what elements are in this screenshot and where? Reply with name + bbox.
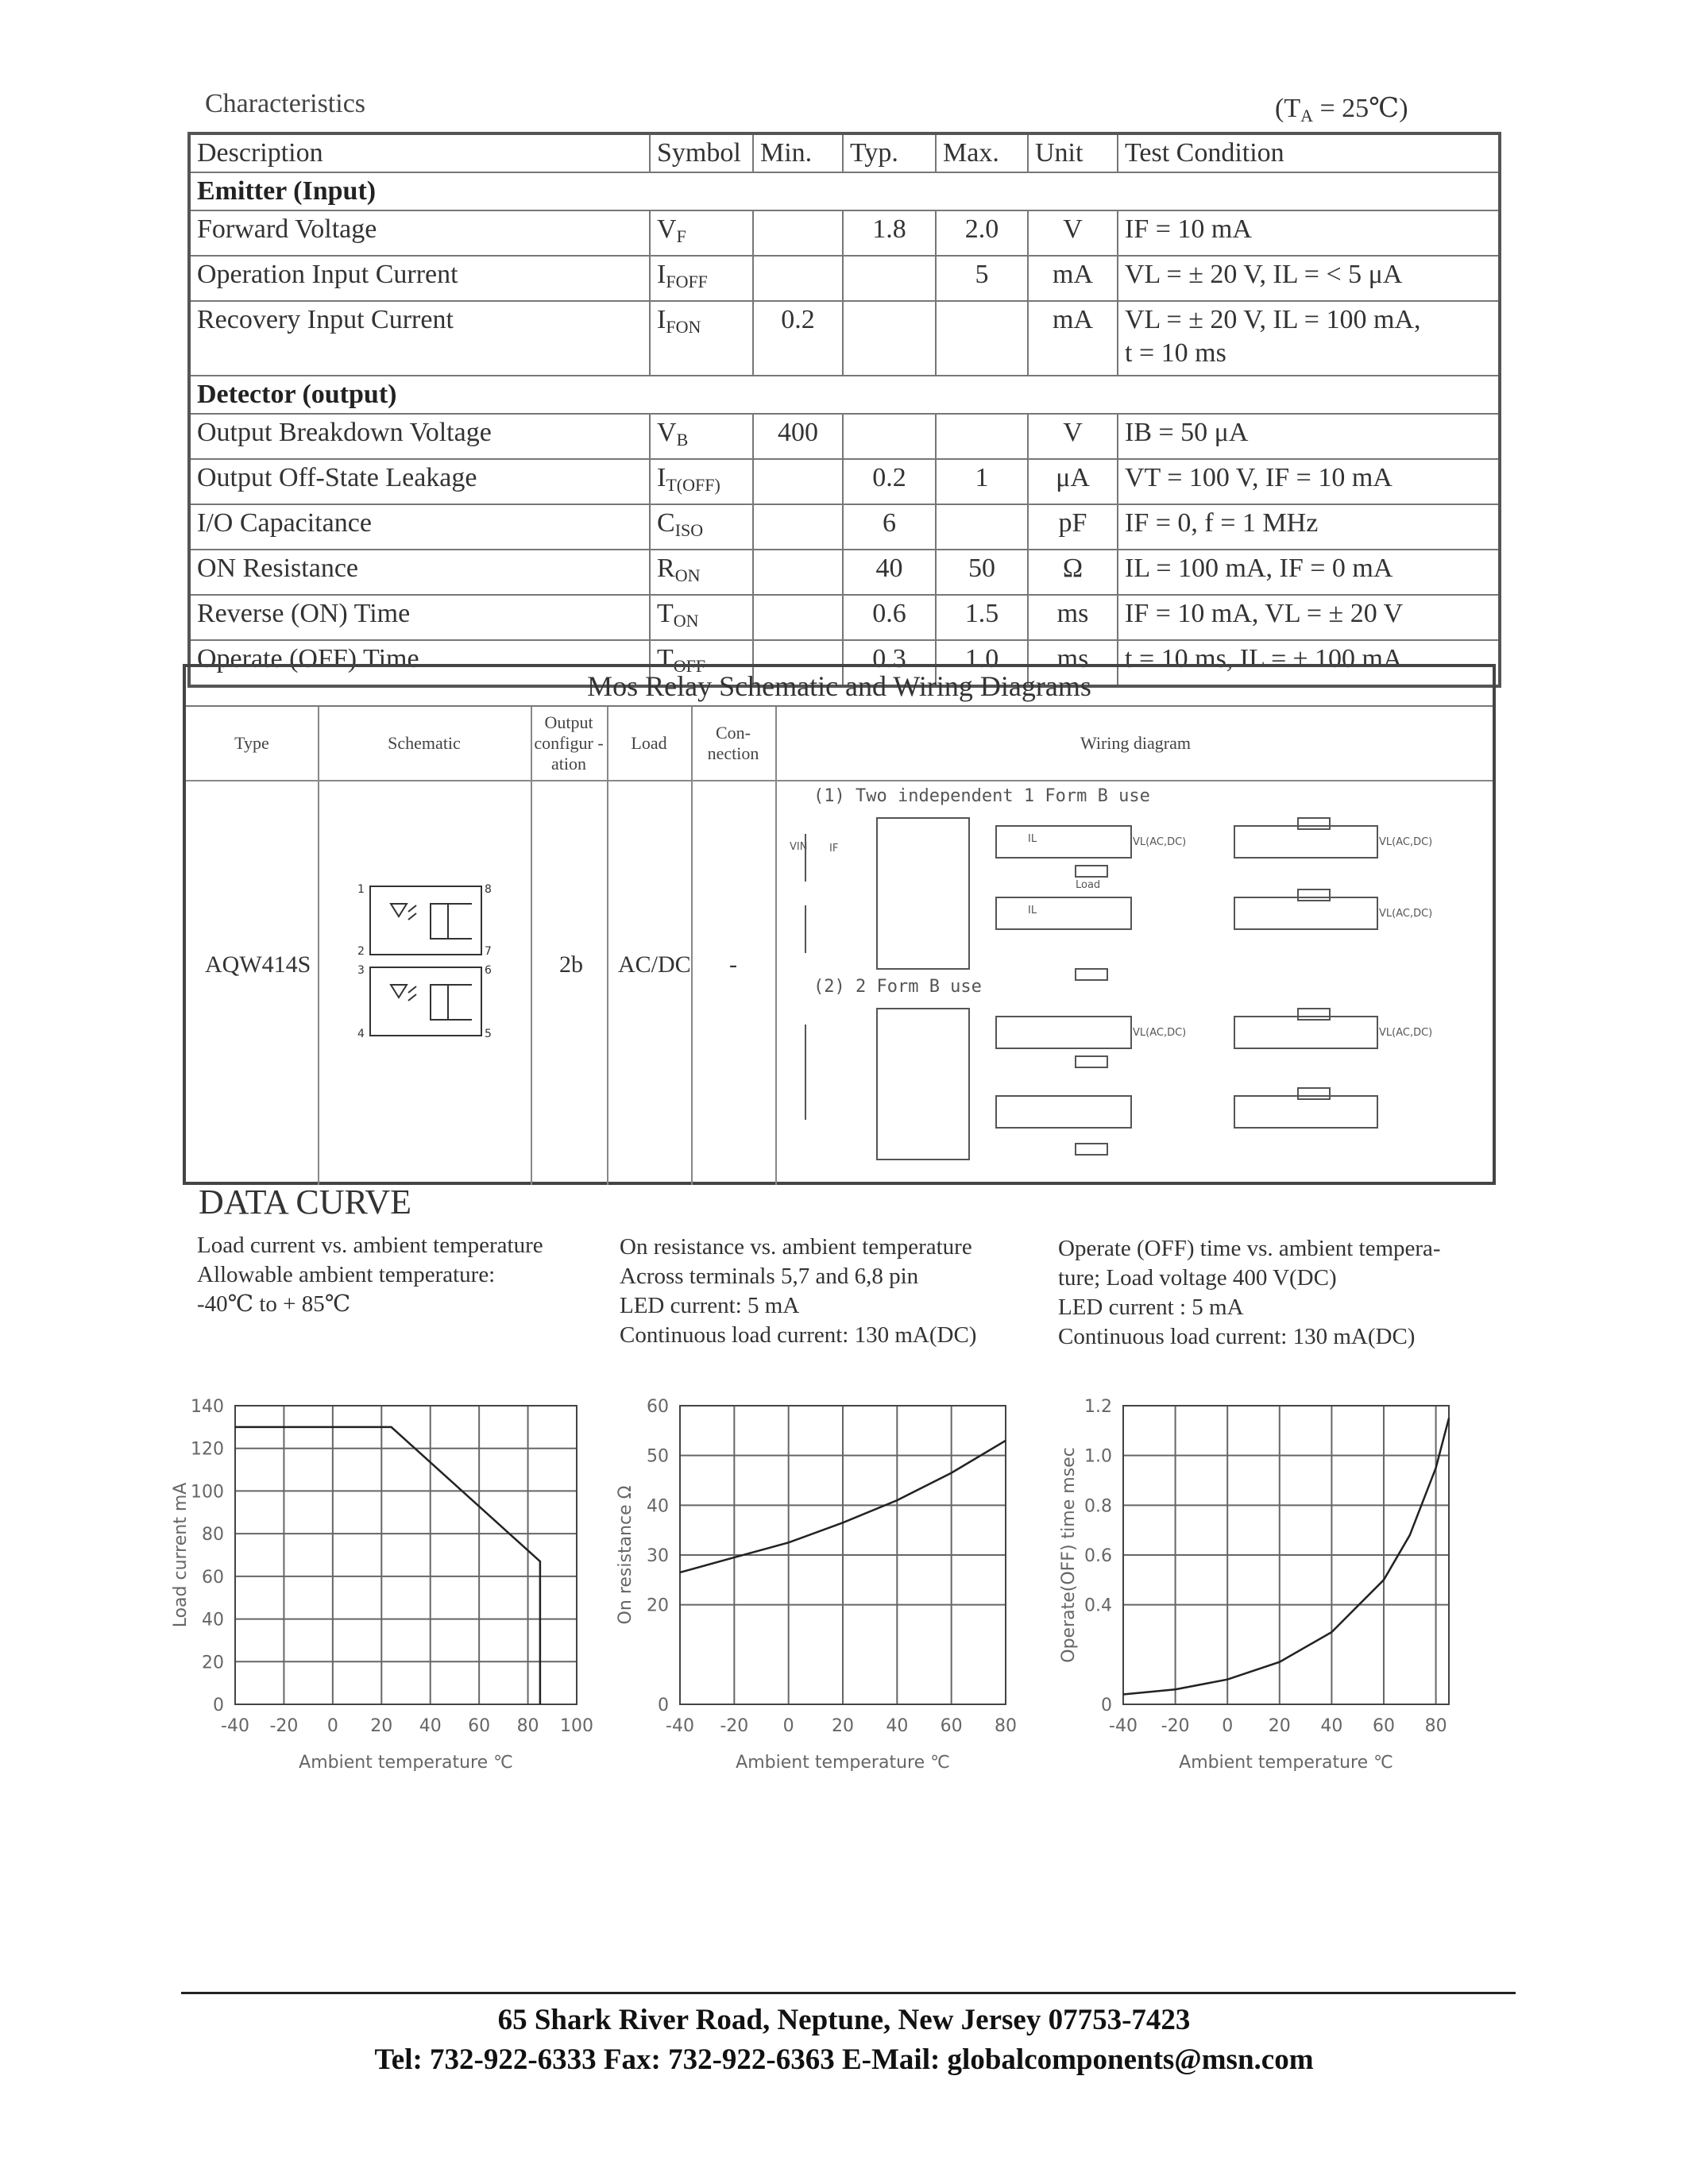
cell-unit: μA xyxy=(1028,459,1118,504)
x-tick-label: 20 xyxy=(370,1716,393,1736)
cell-description: Output Breakdown Voltage xyxy=(189,414,650,459)
plot-frame xyxy=(235,1406,577,1704)
x-tick-label: -20 xyxy=(1161,1716,1190,1736)
table-row xyxy=(189,301,1500,376)
caption-on-resistance xyxy=(620,1233,976,1350)
svg-text:3: 3 xyxy=(357,964,365,977)
section-row-emitter xyxy=(189,172,1500,210)
relay-output-configuration: 2b xyxy=(559,951,583,978)
section-emitter: Emitter (Input) xyxy=(189,172,1500,210)
cell-min xyxy=(753,504,843,550)
x-tick-label: 20 xyxy=(1268,1716,1291,1736)
y-tick-label: 1.0 xyxy=(1084,1446,1112,1467)
cell-test-condition: t = 10 ms, IL = ± 100 mA xyxy=(1118,640,1500,686)
footer-divider xyxy=(181,1992,1516,1994)
chart-on-resistance xyxy=(604,1382,1049,1771)
data-series-line xyxy=(1123,1418,1449,1695)
svg-text:8: 8 xyxy=(485,883,492,896)
header-schematic: Schematic xyxy=(388,733,461,753)
cell-symbol: $V_B$ xyxy=(650,414,753,459)
cell-unit: mA xyxy=(1028,256,1118,301)
x-tick-label: 0 xyxy=(326,1716,338,1736)
y-tick-label: 20 xyxy=(202,1653,224,1673)
y-tick-label: 80 xyxy=(202,1525,224,1545)
header-load: Load xyxy=(631,733,667,753)
characteristics-title: Characteristics xyxy=(205,89,366,118)
cell-description: Operation Input Current xyxy=(189,256,650,301)
cell-symbol: $I_{FON}$ xyxy=(650,301,753,376)
x-tick-label: 20 xyxy=(832,1716,854,1736)
cell-description: ON Resistance xyxy=(189,550,650,595)
cell-typ: 0.3 xyxy=(843,640,936,686)
cell-description: Output Off-State Leakage xyxy=(189,459,650,504)
cell-description: Reverse (ON) Time xyxy=(189,595,650,640)
cell-test-condition: IF = 10 mA, VL = ± 20 V xyxy=(1118,595,1500,640)
cell-min xyxy=(753,459,843,504)
x-tick-label: 80 xyxy=(1424,1716,1447,1736)
x-tick-label: 60 xyxy=(468,1716,491,1736)
y-axis-label: Operate(OFF) time msec xyxy=(1059,1447,1079,1663)
header-unit: Unit xyxy=(1028,133,1118,172)
cell-symbol: $V_F$ xyxy=(650,210,753,256)
caption-line: Continuous load current: 130 mA(DC) xyxy=(620,1322,977,1348)
data-series-line xyxy=(235,1427,540,1704)
vl-label: VL(AC,DC) xyxy=(1133,1027,1187,1039)
table-row xyxy=(189,414,1500,459)
y-axis-label: On resistance Ω xyxy=(616,1485,635,1625)
cell-min xyxy=(753,550,843,595)
header-connection: Con- nection xyxy=(707,723,759,763)
x-axis-label: Ambient temperature ℃ xyxy=(736,1753,950,1771)
cell-test-condition: VL = ± 20 V, IL = < 5 μA xyxy=(1118,256,1500,301)
table-row xyxy=(189,459,1500,504)
x-tick-label: -40 xyxy=(666,1716,694,1736)
cell-description: I/O Capacitance xyxy=(189,504,650,550)
cell-unit: pF xyxy=(1028,504,1118,550)
caption-line: LED current : 5 mA xyxy=(1058,1295,1244,1320)
data-curve-title: DATA CURVE xyxy=(199,1183,411,1221)
cell-symbol: $C_{ISO}$ xyxy=(650,504,753,550)
header-output-configuration: Output configur -ation xyxy=(534,712,604,774)
table-row xyxy=(189,210,1500,256)
relay-type: AQW414S xyxy=(205,951,311,978)
cell-description: Operate (OFF) Time xyxy=(189,640,650,686)
ambient-temperature-note: ($T_A$ = 25℃) xyxy=(1275,94,1408,125)
il2-label: IL xyxy=(1028,905,1037,916)
mos-relay-box xyxy=(183,664,1496,1185)
table-row xyxy=(189,504,1500,550)
relay-schematic-diagram xyxy=(353,880,496,1047)
chart-operate-time xyxy=(1047,1382,1492,1771)
header-min: Min. xyxy=(753,133,843,172)
y-tick-label: 0.8 xyxy=(1084,1496,1112,1517)
header-type: Type xyxy=(234,733,269,753)
vin-label: VIN xyxy=(790,841,808,853)
table-row xyxy=(189,256,1500,301)
svg-text:6: 6 xyxy=(485,964,492,977)
cell-symbol: $T_{ON}$ xyxy=(650,595,753,640)
y-tick-label: 140 xyxy=(191,1397,224,1417)
table-header-row xyxy=(189,133,1500,172)
header-wiring-diagram: Wiring diagram xyxy=(1080,733,1191,753)
caption-line: Continuous load current: 130 mA(DC) xyxy=(1058,1324,1416,1349)
x-tick-label: 40 xyxy=(419,1716,442,1736)
cell-min xyxy=(753,256,843,301)
cell-typ: 40 xyxy=(843,550,936,595)
caption-line: Allowable ambient temperature: xyxy=(197,1262,496,1287)
if-label: IF xyxy=(829,843,839,855)
table-row xyxy=(189,595,1500,640)
cell-unit: Ω xyxy=(1028,550,1118,595)
y-axis-label: Load current mA xyxy=(171,1482,191,1628)
cell-unit: ms xyxy=(1028,595,1118,640)
wiring-label-2: (2) 2 Form B use xyxy=(813,977,982,997)
y-tick-label: 0.6 xyxy=(1084,1546,1112,1566)
table-row xyxy=(189,550,1500,595)
cell-typ xyxy=(843,301,936,376)
cell-max: 1 xyxy=(936,459,1028,504)
cell-max xyxy=(936,301,1028,376)
x-tick-label: -40 xyxy=(1109,1716,1138,1736)
wiring-diagram xyxy=(790,810,1489,1183)
x-tick-label: 80 xyxy=(995,1716,1017,1736)
wiring-label-1: (1) Two independent 1 Form B use xyxy=(813,786,1150,806)
chart-load-current xyxy=(159,1382,620,1771)
header-max: Max. xyxy=(936,133,1028,172)
cell-min: 400 xyxy=(753,414,843,459)
caption-operate-time xyxy=(1058,1234,1441,1352)
y-tick-label: 0 xyxy=(1101,1696,1112,1715)
y-tick-label: 0 xyxy=(658,1696,669,1715)
cell-description: Forward Voltage xyxy=(189,210,650,256)
cell-max: 5 xyxy=(936,256,1028,301)
cell-test-condition: IF = 0, f = 1 MHz xyxy=(1118,504,1500,550)
header-typ: Typ. xyxy=(843,133,936,172)
vl-label: VL(AC,DC) xyxy=(1133,836,1187,848)
svg-text:4: 4 xyxy=(357,1028,365,1040)
cell-test-condition: IB = 50 μA xyxy=(1118,414,1500,459)
svg-text:7: 7 xyxy=(485,945,492,958)
y-tick-label: 100 xyxy=(191,1482,224,1503)
y-tick-label: 0.4 xyxy=(1084,1596,1112,1616)
header-test-condition: Test Condition xyxy=(1118,133,1500,172)
cell-min xyxy=(753,210,843,256)
y-tick-label: 30 xyxy=(647,1546,669,1566)
x-tick-label: 0 xyxy=(782,1716,794,1736)
cell-description: Recovery Input Current xyxy=(189,301,650,376)
cell-typ xyxy=(843,256,936,301)
mos-relay-title: Mos Relay Schematic and Wiring Diagrams xyxy=(186,667,1493,707)
x-axis-label: Ambient temperature ℃ xyxy=(299,1753,513,1771)
cell-max xyxy=(936,414,1028,459)
cell-test-condition: IL = 100 mA, IF = 0 mA xyxy=(1118,550,1500,595)
cell-unit: ms xyxy=(1028,640,1118,686)
load-label: Load xyxy=(1076,879,1101,891)
header-symbol: Symbol xyxy=(650,133,753,172)
x-tick-label: 40 xyxy=(1320,1716,1343,1736)
y-tick-label: 60 xyxy=(647,1397,669,1417)
y-tick-label: 120 xyxy=(191,1439,224,1460)
caption-line: Across terminals 5,7 and 6,8 pin xyxy=(620,1264,919,1289)
footer-contact: Tel: 732-922-6333 Fax: 732-922-6363 E-Mail: globalcomponents@msn.com xyxy=(374,2043,1314,2076)
y-tick-label: 60 xyxy=(202,1567,224,1588)
x-tick-label: -40 xyxy=(221,1716,249,1736)
cell-max xyxy=(936,504,1028,550)
cell-test-condition: VL = ± 20 V, IL = 100 mA, t = 10 ms xyxy=(1118,301,1500,376)
y-tick-label: 0 xyxy=(213,1696,224,1715)
cell-unit: V xyxy=(1028,414,1118,459)
x-tick-label: 100 xyxy=(560,1716,593,1736)
vl-label: VL(AC,DC) xyxy=(1379,1027,1433,1039)
y-tick-label: 40 xyxy=(647,1496,669,1517)
vl-label: VL(AC,DC) xyxy=(1379,836,1433,848)
caption-line: Load current vs. ambient temperature xyxy=(197,1233,543,1258)
cell-max: 2.0 xyxy=(936,210,1028,256)
cell-max: 50 xyxy=(936,550,1028,595)
x-tick-label: 60 xyxy=(1373,1716,1395,1736)
cell-max: 1.5 xyxy=(936,595,1028,640)
section-detector: Detector (output) xyxy=(189,376,1500,414)
svg-text:5: 5 xyxy=(485,1028,492,1040)
cell-symbol: $I_{FOFF}$ xyxy=(650,256,753,301)
x-tick-label: 80 xyxy=(516,1716,539,1736)
cell-typ: 0.2 xyxy=(843,459,936,504)
cell-max: 1.0 xyxy=(936,640,1028,686)
cell-unit: V xyxy=(1028,210,1118,256)
caption-line: LED current: 5 mA xyxy=(620,1293,800,1318)
cell-typ: 0.6 xyxy=(843,595,936,640)
characteristics-table xyxy=(187,132,1501,688)
relay-connection: - xyxy=(729,951,737,978)
caption-line: ture; Load voltage 400 V(DC) xyxy=(1058,1265,1337,1291)
il1-label: IL xyxy=(1028,833,1037,845)
cell-symbol: $I_{T(OFF)}$ xyxy=(650,459,753,504)
cell-symbol: $R_{ON}$ xyxy=(650,550,753,595)
cell-unit: mA xyxy=(1028,301,1118,376)
x-tick-label: 0 xyxy=(1222,1716,1234,1736)
svg-text:2: 2 xyxy=(357,945,365,958)
svg-text:1: 1 xyxy=(357,883,365,896)
caption-load-current xyxy=(197,1231,543,1319)
cell-test-condition: IF = 10 mA xyxy=(1118,210,1500,256)
x-tick-label: 60 xyxy=(940,1716,963,1736)
caption-line: Operate (OFF) time vs. ambient tempera- xyxy=(1058,1236,1441,1261)
cell-min: 0.2 xyxy=(753,301,843,376)
cell-typ: 6 xyxy=(843,504,936,550)
x-tick-label: -20 xyxy=(720,1716,749,1736)
y-tick-label: 20 xyxy=(647,1596,669,1616)
vl-label: VL(AC,DC) xyxy=(1379,908,1433,920)
y-tick-label: 40 xyxy=(202,1610,224,1630)
relay-load: AC/DC xyxy=(618,951,691,978)
x-axis-label: Ambient temperature ℃ xyxy=(1179,1753,1393,1771)
caption-line: -40℃ to + 85℃ xyxy=(197,1291,351,1317)
cell-test-condition: VT = 100 V, IF = 10 mA xyxy=(1118,459,1500,504)
cell-min xyxy=(753,595,843,640)
x-tick-label: -20 xyxy=(269,1716,299,1736)
footer-address: 65 Shark River Road, Neptune, New Jersey 07753-7423 xyxy=(497,2004,1191,2036)
header-description: Description xyxy=(189,133,650,172)
section-row-detector xyxy=(189,376,1500,414)
cell-symbol: $T_{OFF}$ xyxy=(650,640,753,686)
caption-line: On resistance vs. ambient temperature xyxy=(620,1234,972,1260)
x-tick-label: 40 xyxy=(886,1716,909,1736)
cell-typ xyxy=(843,414,936,459)
y-tick-label: 50 xyxy=(647,1446,669,1467)
cell-typ: 1.8 xyxy=(843,210,936,256)
mos-header-divider xyxy=(186,780,1493,781)
y-tick-label: 1.2 xyxy=(1084,1397,1112,1417)
